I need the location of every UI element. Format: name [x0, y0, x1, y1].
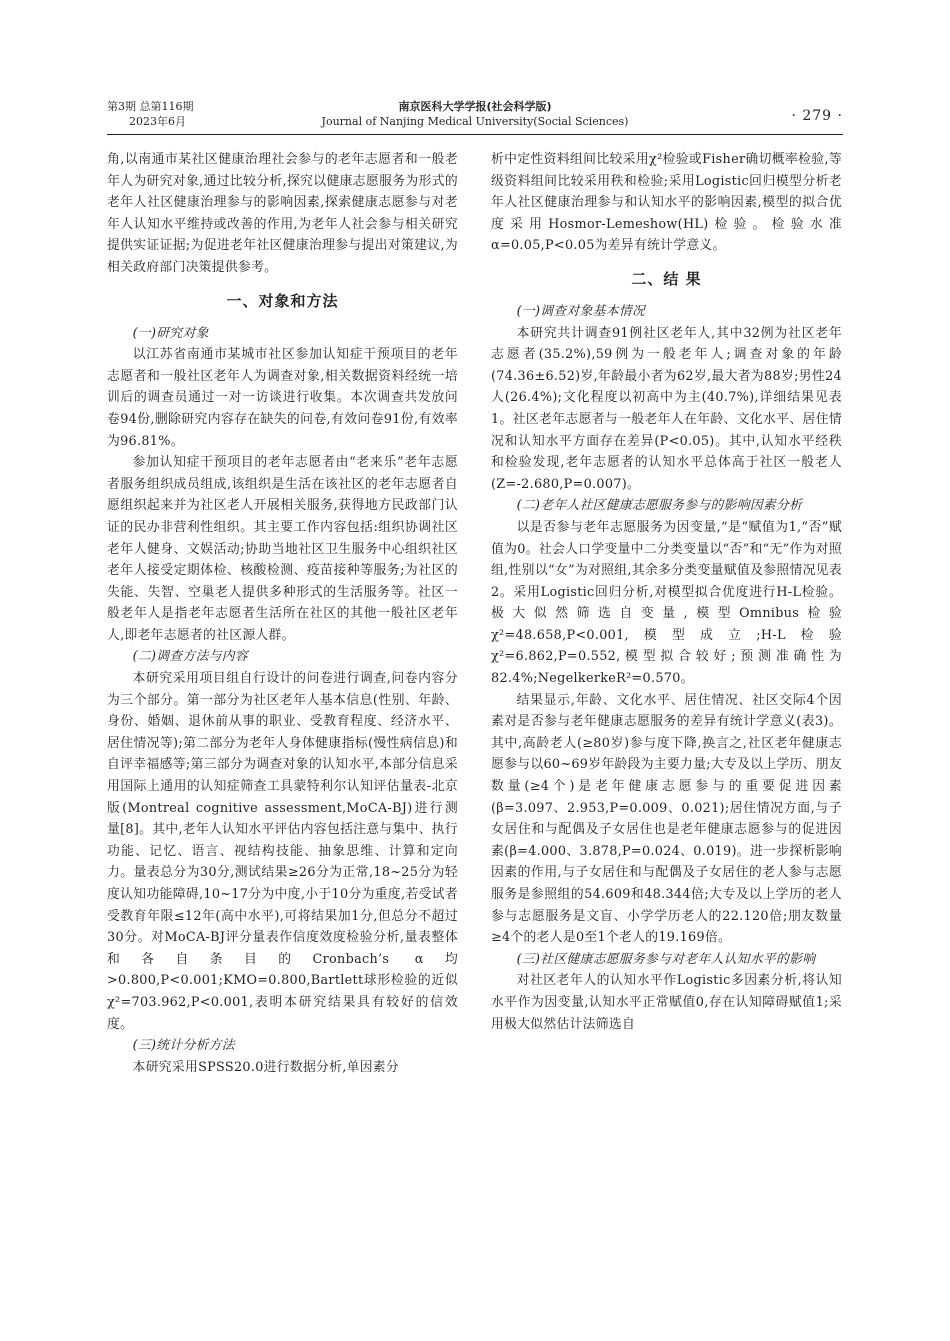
continued-paragraph: 析中定性资料组间比较采用χ²检验或Fisher确切概率检验,等级资料组间比较采用秩和检验;采用Logistic回归模型分析老年人社区健康治理参与和认知水平的影响因素,模型的拟合优度采用Hosmor-Lemeshow(HL)检验。检验水准α=0.05,P<0.05为差异有统计学意义。 — [491, 152, 842, 254]
paragraph: 本研究采用项目组自行设计的问卷进行调查,问卷内容分为三个部分。第一部分为社区老年人基本信息(性别、年龄、身份、婚姻、退休前从事的职业、受教育程度、经济水平、居住情况等);第二部分为老年人身体健康指标(慢性病信息)和自评幸福感等;第三部分为调查对象的认知水平,本部分信息采用国际上通用的认知症筛查工具蒙特利尔认知评估量表-北京版(Montreal cognitive assessment,MoCA-BJ)进行测量[8]。其中,老年人认知水平评估内容包括注意与集中、执行功能、记忆、语言、视结构技能、抽象思维、计算和定向力。量表总分为30分,测试结果≥26分为正常,18~25分为轻度认知功能障碍,10~17分为中度,小于10分为重度,若受试者受教育年限≤12年(高中水平),可将结果加1分,但总分不超过30分。对MoCA-BJ评分量表作信度效度检验分析,量表整体和各自条目的Cronbach’s α均>0.800,P<0.001;KMO=0.800,Bartlett球形检验的近似χ²=703.962,P<0.001,表明本研究结果具有较好的信效度。 — [107, 671, 458, 1032]
page-number: · 279 · — [791, 108, 843, 124]
journal-title-cn: 南京医科大学学报(社会科学版) — [398, 100, 552, 113]
paragraph: 本研究共计调查91例社区老年人,其中32例为社区老年志愿者(35.2%),59例为一般老年人;调查对象的年龄(74.36±6.52)岁,年龄最小者为62岁,最大者为88岁;男性24人(26.4%);文化程度以初高中为主(40.7%),详细结果见表1。社区老年志愿者与一般老年人在年龄、文化水平、居住情况和认知水平方面存在差异(P<0.05)。其中,认知水平经秩和检验发现,老年志愿者的认知水平总体高于社区一般老人(Z=-2.680,P=0.007)。 — [491, 325, 842, 492]
section-heading-methods: 一、对象和方法 — [226, 291, 339, 310]
paragraph: 参加认知症干预项目的老年志愿者由“老来乐”老年志愿者服务组织成员组成,该组织是生活在该社区的老年志愿者自愿组织起来并为社区老人开展相关服务,获得地方民政部门认证的民办非营利性组织。其主要工作内容包括:组织协调社区老年人健身、文娱活动;协助当地社区卫生服务中心组织社区老年人接受定期体检、核酸检测、疫苗接种等服务;为社区的失能、失智、空巢老人提供多种形式的生活服务等。社区一般老年人是指老年志愿者生活所在社区的其他一般社区老年人,即老年志愿者的社区源人群。 — [107, 455, 458, 643]
paragraph: 对社区老年人的认知水平作Logistic多因素分析,将认知水平作为因变量,认知水平正常赋值0,存在认知障碍赋值1;采用极大似然估计法筛选自 — [491, 973, 842, 1032]
paragraph: 以江苏省南通市某城市社区参加认知症干预项目的老年志愿者和一般社区老年人为调查对象,相关数据资料经统一培训后的调查员通过一对一访谈进行收集。本次调查共发放问卷94份,删除研究内容存在缺失的问卷,有效问卷91份,有效率为96.81%。 — [107, 347, 458, 449]
paragraph: 本研究采用SPSS20.0进行数据分析,单因素分 — [132, 1059, 399, 1075]
left-column — [107, 149, 458, 1078]
issue-date: 2023年6月 — [129, 115, 186, 128]
subheading-statistics: (三)统计分析方法 — [132, 1038, 235, 1054]
intro-paragraph: 角,以南通市某社区健康治理社会参与的老年志愿者和一般老年人为研究对象,通过比较分析,探究以健康志愿服务为形式的老年人社区健康治理参与的影响因素,探索健康志愿参与对老年人认知水平维持或改善的作用,为老年人社会参与相关研究提供实证证据;为促进老年社区健康治理参与提出对策建议,为相关政府部门决策提供参考。 — [107, 152, 458, 275]
issue-number: 第3期 总第116期 — [107, 100, 194, 113]
subheading-subjects: (一)研究对象 — [132, 325, 209, 341]
journal-title — [107, 99, 843, 129]
paragraph: 结果显示,年龄、文化水平、居住情况、社区交际4个因素对是否参与老年健康志愿服务的差异有统计学意义(表3)。其中,高龄老人(≥80岁)参与度下降,换言之,社区老年健康志愿参与以60~69岁年龄段为主要力量;大专及以上学历、朋友数量(≥4个)是老年健康志愿参与的重要促进因素(β=3.097、2.953,P=0.009、0.021);居住情况方面,与子女居住和与配偶及子女居住也是老年健康志愿参与的促进因素(β=4.000、3.878,P=0.024、0.019)。进一步探析影响因素的作用,与子女居住和与配偶及子女居住的老人参与志愿服务是参照组的54.609和48.344倍;大专及以上学历的老人参与志愿服务是文盲、小学学历老人的22.120倍;朋友数量≥4个的老人是0至1个老人的19.169倍。 — [491, 692, 842, 946]
subheading-survey-methods: (二)调查方法与内容 — [132, 649, 248, 665]
subheading-influence-factors: (二)老年人社区健康志愿服务参与的影响因素分析 — [516, 498, 803, 514]
right-column — [491, 149, 842, 1035]
page-header — [107, 99, 843, 133]
subheading-basic-info: (一)调查对象基本情况 — [516, 303, 646, 319]
section-heading-results: 二、结 果 — [631, 269, 702, 288]
subheading-cognitive-impact: (三)社区健康志愿服务参与对老年人认知水平的影响 — [516, 951, 816, 967]
header-rule — [107, 134, 843, 135]
journal-title-en: Journal of Nanjing Medical University(Social Sciences) — [321, 115, 629, 128]
paragraph: 以是否参与老年志愿服务为因变量,“是”赋值为1,“否”赋值为0。社会人口学变量中二分类变量以“否”和“无”作为对照组,性别以“女”为对照组,其余多分类变量赋值及参照情况见表2。采用Logistic回归分析,对模型拟合优度进行H-L检验。极大似然筛选自变量,模型Omnibus检验χ²=48.658,P<0.001,模型成立;H-L检验χ²=6.862,P=0.552,模型拟合较好;预测准确性为82.4%;NegelkerkeR²=0.570。 — [491, 519, 842, 687]
